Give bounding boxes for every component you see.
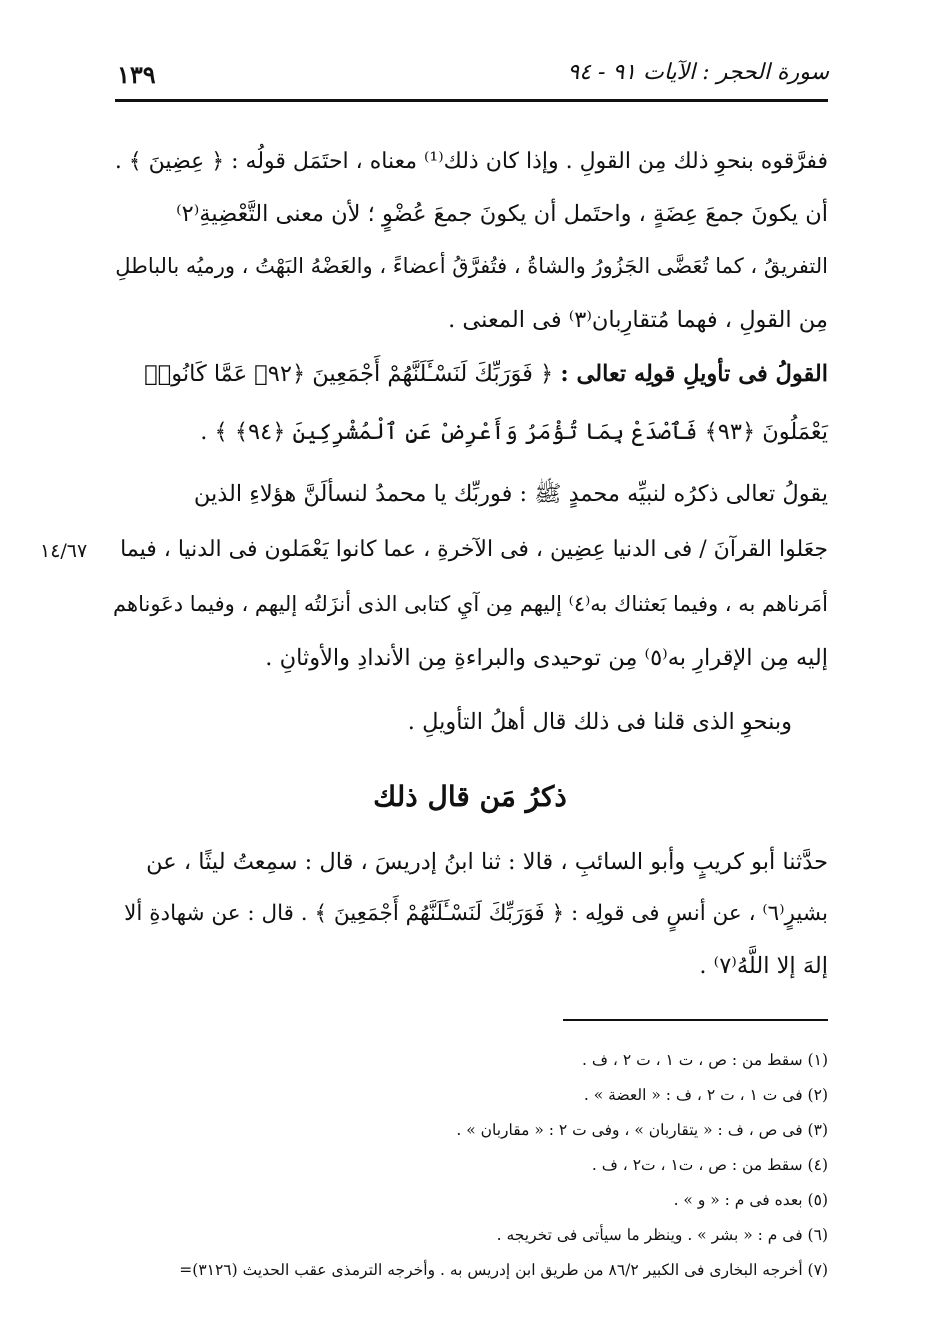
paragraph-2-line-2: جعَلوا القرآنَ / فى الدنيا عِضِين ، فى الآخرةِ ، عما كانوا يَعْمَلون فى الدنيا ، فيما (120, 537, 828, 562)
paragraph-1-line-3: التفريقُ ، كما تُعَضَّى الجَزُورُ والشاةُ ، فتُفرَّقُ أعضاءً ، والعَضْهُ البَهْتُ ، ورميُه بالباطلِ (115, 254, 828, 278)
header-rule (115, 99, 828, 102)
paragraph-2-line-4: إليه مِن الإقرارِ به⁽٥⁾ مِن توحيدى والبراءةِ مِن الأندادِ والأوثانِ . (265, 645, 828, 671)
paragraph-3: وبنحوِ الذى قلنا فى ذلك قال أهلُ التأويلِ . (407, 709, 792, 735)
running-title: سورة الحجر : الآيات ٩١ - ٩٤ (567, 60, 829, 85)
section-title: ذكرُ مَن قال ذلك (373, 780, 567, 813)
quran-verse-part-2: يَعْمَلُونَ ﴿٩٣﴾ فَٱصْدَعْ بِمَا تُؤْمَرُ وَأَعْرِضْ عَنِ ٱلْمُشْرِكِينَ ﴿٩٤﴾ ﴾ . (200, 419, 828, 445)
footnote-rule (563, 1019, 828, 1021)
page-number: ١٣٩ (117, 60, 156, 89)
paragraph-2-line-3: أمَرناهم به ، وفيما بَعثناك به⁽٤⁾ إليهم مِن آيِ كتابى الذى أنزَلتُه إليهم ، وفيما دعَوناهم (113, 592, 828, 616)
footnote-3: (٣) فى ص ، ف : « يتقاربان » ، وفى ت ٢ : « مقاربان » . (456, 1121, 828, 1139)
paragraph-4-line-2: بشيرٍ⁽٦⁾ ، عن أنسٍ فى قولِه : ﴿ فَوَرَبِّكَ لَنَسْـَٔلَنَّهُمْ أَجْمَعِينَ ﴾ . قال : عن شهادةِ ألا (124, 901, 828, 926)
footnote-2: (٢) فى ت ١ ، ت ٢ ، ف : « العضة » . (583, 1086, 828, 1104)
paragraph-4-line-1: حدَّثنا أبو كريبٍ وأبو السائبِ ، قالا : ثنا ابنُ إدريسَ ، قال : سمِعتُ ليثًا ، عن (146, 849, 828, 875)
margin-volume-marker: ١٤/٦٧ (40, 540, 88, 562)
paragraph-2-line-1: يقولُ تعالى ذكرُه لنبيِّه محمدٍ ﷺ : فوربِّك يا محمدُ لنسألَنَّ هؤلاءِ الذين (193, 481, 828, 507)
tafsir-heading: القولُ فى تأويلِ قولِه تعالى : (560, 361, 828, 387)
paragraph-1-line-2: أن يكونَ جمعَ عِضَةٍ ، واحتَمل أن يكونَ جمعَ عُضْوٍ ؛ لأن معنى التَّعْضِيةِ⁽٢⁾ (176, 201, 828, 227)
footnote-5: (٥) بعده فى م : « و » . (673, 1191, 828, 1209)
footnote-7: (٧) أخرجه البخارى فى الكبير ٨٦/٢ من طريق ابن إدريس به . وأخرجه الترمذى عقب الحديث (٣١٢٦)= (179, 1261, 828, 1279)
footnote-4: (٤) سقط من : ص ، ت١ ، ت٢ ، ف . (591, 1156, 828, 1174)
footnote-1: (١) سقط من : ص ، ت ١ ، ت ٢ ، ف . (582, 1051, 828, 1069)
paragraph-4-line-3: إلهَ إلا اللَّهُ⁽٧⁾ . (699, 953, 828, 979)
paragraph-1-line-4: مِن القولِ ، فهما مُتقارِبان⁽٣⁾ فى المعنى . (448, 307, 828, 333)
footnote-6: (٦) فى م : « بشر » . وينظر ما سيأتى فى تخريجه . (496, 1226, 828, 1244)
quran-verse-part-1: ﴿ فَوَرَبِّكَ لَنَسْـَٔلَنَّهُمْ أَجْمَعِينَ ﴿٩٢﴾ عَمَّا كَانُوا۟ (144, 361, 554, 387)
page-header (117, 54, 829, 98)
verse-heading-line-1 (112, 358, 828, 390)
paragraph-1-line-1: ففرَّقوه بنحوِ ذلك مِن القولِ . وإذا كان ذلك⁽¹⁾ معناه ، احتَمَل قولُه : ﴿ عِضِينَ ﴾ . (114, 149, 828, 174)
